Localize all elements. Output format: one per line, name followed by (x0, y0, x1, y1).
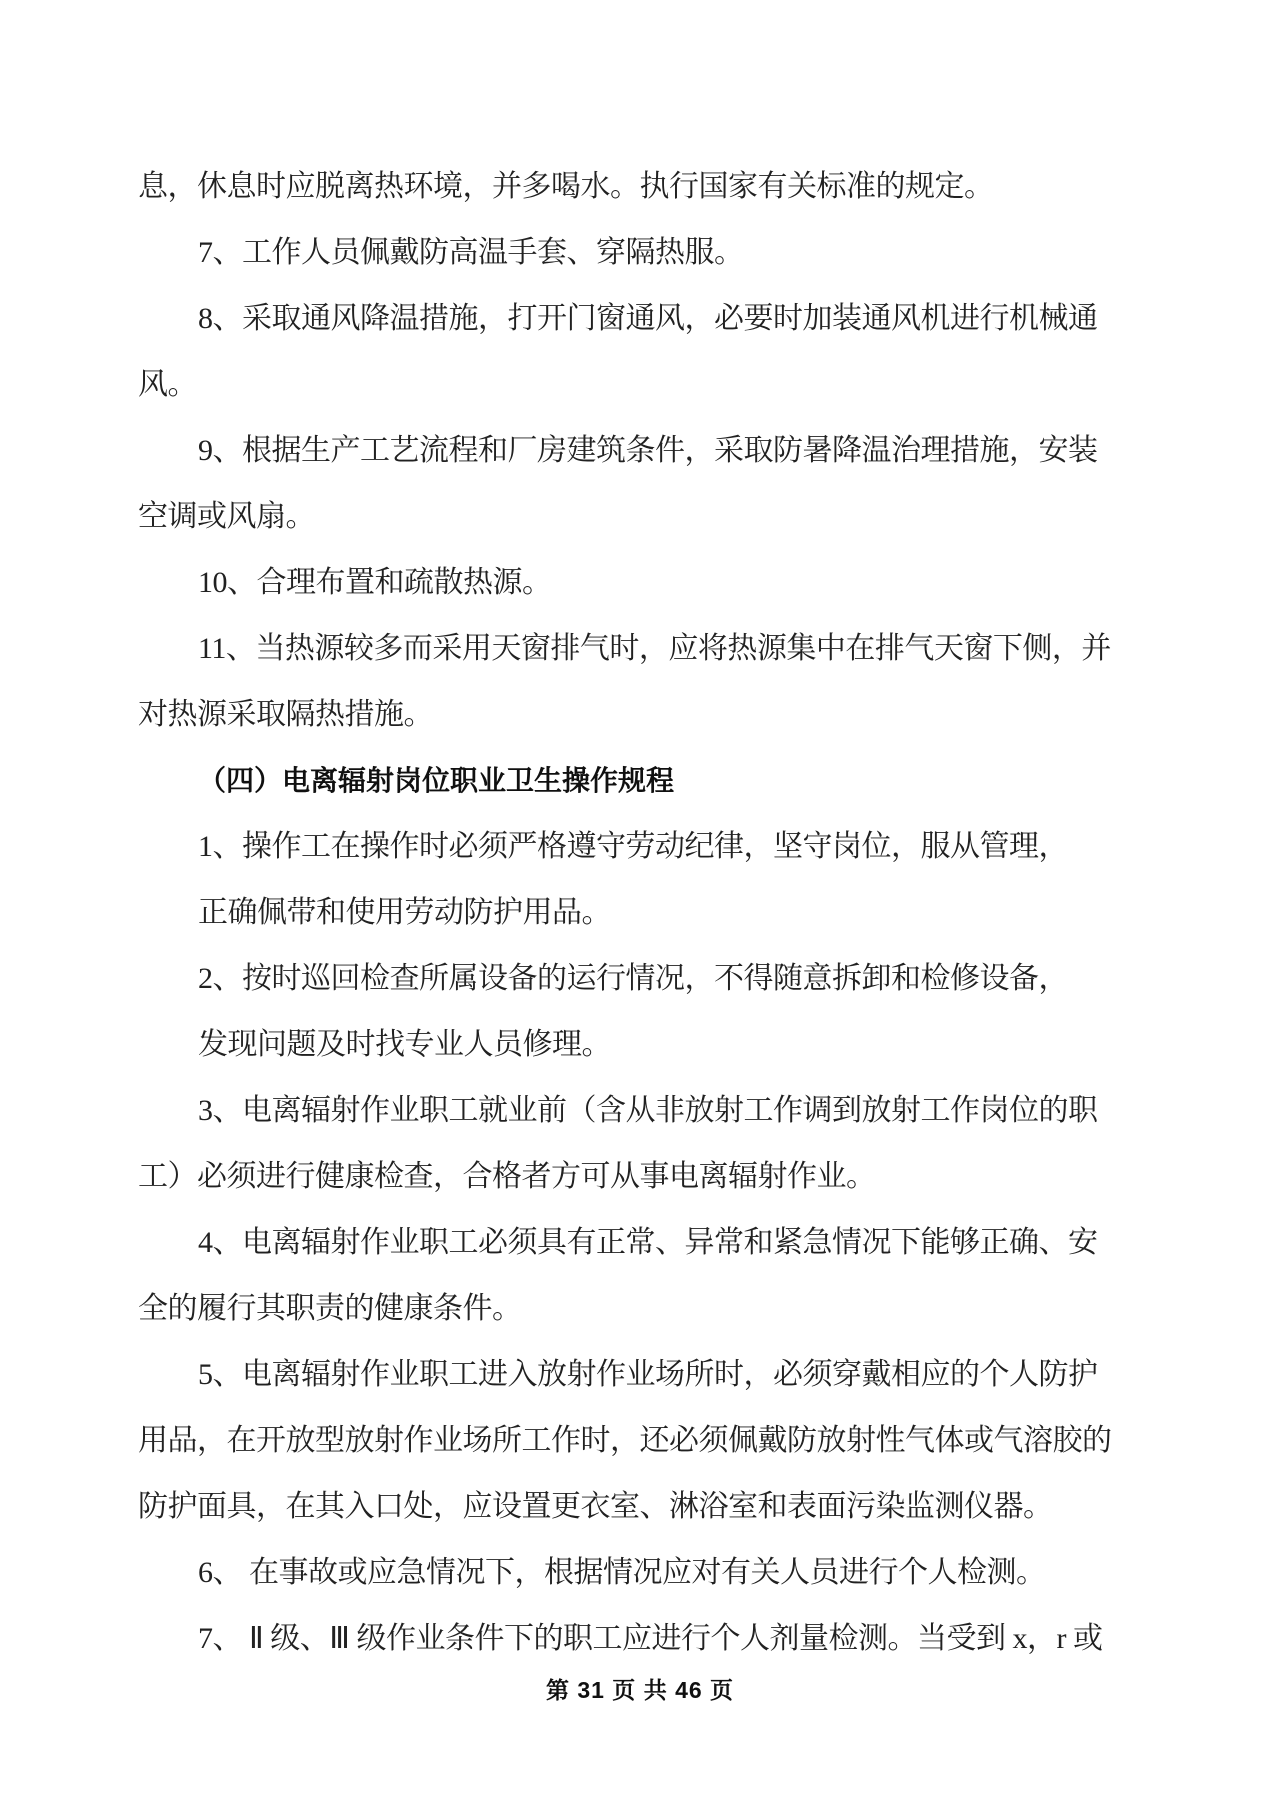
text-line: 防护面具，在其入口处，应设置更衣室、淋浴室和表面污染监测仪器。 (138, 1490, 1053, 1523)
text-line: 11、当热源较多而采用天窗排气时，应将热源集中在排气天窗下侧，并 (198, 632, 1111, 665)
page-footer (138, 1670, 1142, 1710)
text-line: 2、按时巡回检查所属设备的运行情况，不得随意拆卸和检修设备， (198, 962, 1068, 995)
text-line: 5、电离辐射作业职工进入放射作业场所时，必须穿戴相应的个人防护 (198, 1358, 1098, 1391)
text-line: 风。 (138, 368, 197, 401)
text-line: 3、电离辐射作业职工就业前（含从非放射工作调到放射工作岗位的职 (198, 1094, 1098, 1127)
text-line: 9、根据生产工艺流程和厂房建筑条件，采取防暑降温治理措施，安装 (198, 434, 1098, 467)
text-line: 6、 在事故或应急情况下，根据情况应对有关人员进行个人检测。 (198, 1556, 1046, 1589)
text-line: 工）必须进行健康检查，合格者方可从事电离辐射作业。 (138, 1160, 876, 1193)
text-line: 7、 Ⅱ 级、Ⅲ 级作业条件下的职工应进行个人剂量检测。当受到 x，r 或 (198, 1622, 1103, 1655)
text-line: 7、工作人员佩戴防高温手套、穿隔热服。 (198, 236, 744, 269)
text-line: 息，休息时应脱离热环境，并多喝水。执行国家有关标准的规定。 (138, 170, 994, 203)
text-line: 发现问题及时找专业人员修理。 (198, 1028, 611, 1061)
section-heading: （四）电离辐射岗位职业卫生操作规程 (198, 765, 675, 796)
text-line: 正确佩带和使用劳动防护用品。 (198, 896, 611, 929)
text-line: 用品，在开放型放射作业场所工作时，还必须佩戴防放射性气体或气溶胶的 (138, 1424, 1112, 1457)
text-line: 全的履行其职责的健康条件。 (138, 1292, 522, 1325)
text-line: 空调或风扇。 (138, 500, 315, 533)
document-body (138, 154, 1142, 1672)
text-line: 对热源采取隔热措施。 (138, 698, 433, 731)
page-number: 第 31 页 共 46 页 (545, 1677, 735, 1703)
text-line: 10、合理布置和疏散热源。 (198, 566, 552, 599)
text-line: 4、电离辐射作业职工必须具有正常、异常和紧急情况下能够正确、安 (198, 1226, 1098, 1259)
text-line: 1、操作工在操作时必须严格遵守劳动纪律，坚守岗位，服从管理， (198, 830, 1068, 863)
text-line: 8、采取通风降温措施，打开门窗通风，必要时加装通风机进行机械通 (198, 302, 1098, 335)
